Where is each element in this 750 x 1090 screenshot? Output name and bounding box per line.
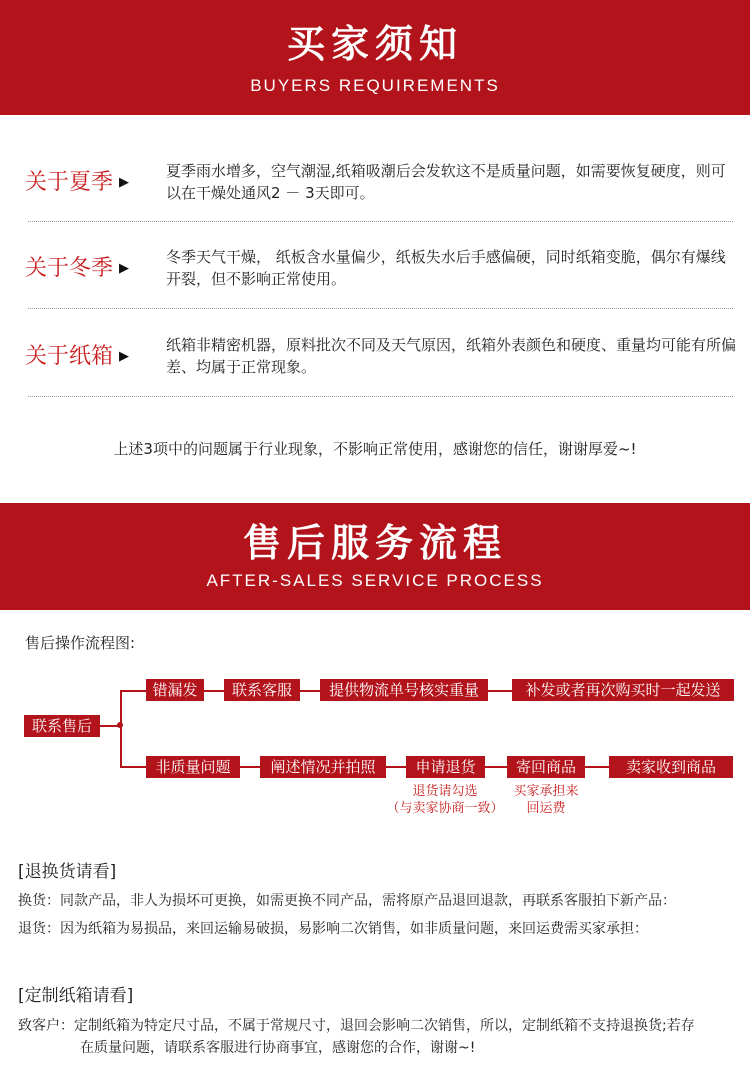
connector-line xyxy=(120,690,146,692)
custom-heading: [定制纸箱请看] xyxy=(18,986,134,1006)
flow-step-wrong-missing: 错漏发 xyxy=(146,679,204,701)
buyers-title-en: BUYERS REQUIREMENTS xyxy=(250,76,500,95)
requirement-title xyxy=(25,256,129,282)
after-sales-banner xyxy=(0,503,750,610)
flow-step-non-quality: 非质量问题 xyxy=(146,756,240,778)
dotted-divider xyxy=(28,396,733,397)
flow-step-contact-service: 联系客服 xyxy=(224,679,300,701)
connector-line xyxy=(240,766,260,768)
connector-line xyxy=(300,690,320,692)
junction-dot-icon xyxy=(117,722,123,728)
custom-policy-line2: 在质量问题，请联系客服进行协商事宜，感谢您的合作，谢谢~! xyxy=(80,1040,476,1056)
connector-line xyxy=(488,690,512,692)
flow-heading: 售后操作流程图: xyxy=(25,634,136,652)
dotted-divider xyxy=(28,308,733,309)
requirement-text: 夏季雨水增多，空气潮湿,纸箱吸潮后会发软这不是质量问题，如需要恢复硬度，则可以在干燥处通风2 － 3天即可。 xyxy=(166,162,726,202)
requirement-title-text: 关于夏季 xyxy=(25,170,114,195)
flow-step-provide-tracking: 提供物流单号核实重量 xyxy=(320,679,488,701)
arrow-right-icon: ▶ xyxy=(119,261,130,276)
requirement-title xyxy=(25,344,129,370)
connector-line xyxy=(485,766,507,768)
after-sales-title-en: AFTER-SALES SERVICE PROCESS xyxy=(206,571,544,590)
arrow-right-icon: ▶ xyxy=(119,349,130,364)
custom-policy-line1: 致客户：定制纸箱为特定尺寸品，不属于常规尺寸，退回会影响二次销售，所以，定制纸箱不支持退换货;若存 xyxy=(18,1018,695,1034)
requirement-title xyxy=(25,170,129,196)
flow-step-seller-receives: 卖家收到商品 xyxy=(609,756,733,778)
note-shipping-line2: 回运费 xyxy=(526,801,566,816)
flow-step-apply-return: 申请退货 xyxy=(406,756,485,778)
note-return-line1: 退货请勾选 xyxy=(412,784,478,799)
return-policy: 退货：因为纸箱为易损品，来回运输易破损，易影响二次销售，如非质量问题，来回运费需买家承担： xyxy=(18,921,648,937)
requirement-title-text: 关于冬季 xyxy=(25,256,114,281)
requirement-text: 冬季天气干燥， 纸板含水量偏少，纸板失水后手感偏硬，同时纸箱变脆，偶尔有爆线开裂，但不影响正常使用。 xyxy=(166,248,726,288)
requirements-summary: 上述3项中的问题属于行业现象，不影响正常使用，感谢您的信任，谢谢厚爱~! xyxy=(113,440,637,458)
connector-line xyxy=(585,766,609,768)
exchange-policy: 换货：同款产品，非人为损坏可更换，如需更换不同产品，需将原产品退回退款，再联系客服拍下新产品： xyxy=(18,893,676,909)
buyers-title-cn: 买家须知 xyxy=(286,22,463,66)
flow-step-contact-after-sales: 联系售后 xyxy=(24,715,100,737)
connector-line xyxy=(386,766,406,768)
custom-policy xyxy=(18,1015,738,1059)
connector-line xyxy=(204,690,224,692)
arrow-right-icon: ▶ xyxy=(119,175,130,190)
requirement-text: 纸箱非精密机器，原料批次不同及天气原因，纸箱外表颜色和硬度、重量均可能有所偏差、均属于正常现象。 xyxy=(166,336,737,376)
requirement-title-text: 关于纸箱 xyxy=(25,344,114,369)
after-sales-title-cn: 售后服务流程 xyxy=(242,521,507,565)
flow-step-send-back: 寄回商品 xyxy=(507,756,585,778)
buyers-requirements-banner xyxy=(0,0,750,115)
exchange-heading: [退换货请看] xyxy=(18,862,117,882)
flow-step-describe-photo: 阐述情况并拍照 xyxy=(260,756,386,778)
connector-line xyxy=(120,690,122,767)
connector-line xyxy=(100,725,120,727)
note-return-line2: （与卖家协商一致） xyxy=(386,801,504,816)
flow-step-resend: 补发或者再次购买时一起发送 xyxy=(512,679,734,701)
dotted-divider xyxy=(28,221,733,222)
connector-line xyxy=(120,766,146,768)
note-shipping-line1: 买家承担来 xyxy=(513,784,579,799)
